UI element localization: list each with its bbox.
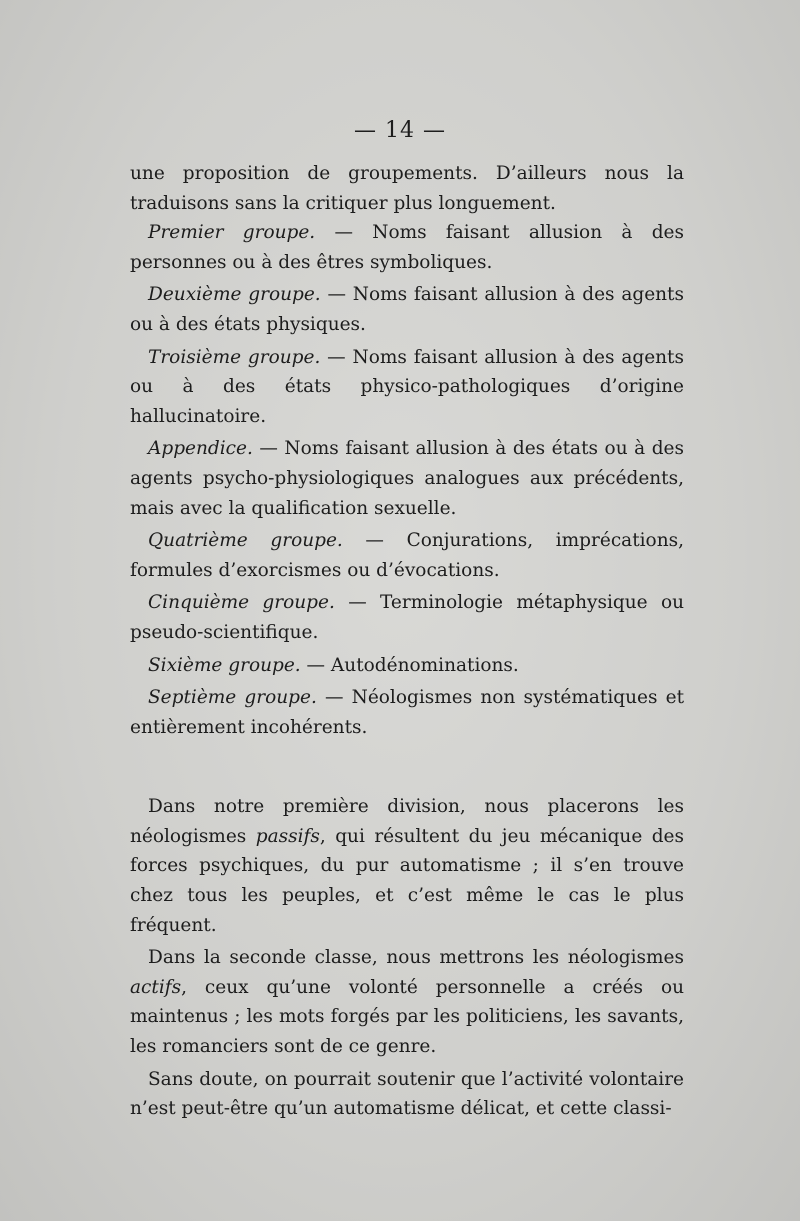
group-text: — Néologismes non systématiques et entièrement incohérents. bbox=[130, 687, 684, 738]
emphasis: passifs bbox=[255, 825, 320, 847]
group-label: Appendice. bbox=[148, 438, 253, 460]
paragraph-text: Dans notre première division, nous placerons les néologismes bbox=[130, 796, 684, 847]
paragraph-passive bbox=[130, 792, 684, 940]
emphasis: actifs bbox=[130, 976, 182, 998]
group-text: — Conjurations, imprécations, formules d’exorcismes ou d’évocations. bbox=[130, 530, 684, 581]
paragraph-active bbox=[130, 943, 684, 1061]
group-item-5 bbox=[130, 588, 684, 647]
group-label: Quatrième groupe. bbox=[148, 530, 343, 552]
group-label: Septième groupe. bbox=[148, 687, 317, 709]
group-text: — Autodénominations. bbox=[300, 654, 519, 676]
group-text: — Noms faisant allusion à des agents ou à des états physiques. bbox=[130, 284, 684, 335]
paragraph-doubt: Sans doute, on pourrait soutenir que l’activité volontaire n’est peut-être qu’un automatisme délicat, et cette classi- bbox=[130, 1068, 684, 1120]
intro-paragraph: une proposition de groupements. D’ailleurs nous la traduisons sans la critiquer plus longuement. bbox=[130, 163, 684, 214]
group-item-appendix bbox=[130, 434, 684, 523]
group-label: Troisième groupe. bbox=[148, 346, 321, 368]
body-text bbox=[130, 159, 684, 1124]
group-text: — Terminologie métaphysique ou pseudo-scientifique. bbox=[130, 592, 685, 643]
paragraph-text: , ceux qu’une volonté personnelle a créés ou maintenus ; les mots forgés par les politiciens, les savants, les romanciers sont de ce genre. bbox=[130, 976, 684, 1058]
group-label: Premier groupe. bbox=[148, 222, 316, 244]
group-text: — Noms faisant allusion à des personnes ou à des êtres symboliques. bbox=[130, 222, 684, 273]
group-label: Deuxième groupe. bbox=[148, 284, 321, 306]
section-gap bbox=[130, 745, 684, 789]
page-number: — 14 — bbox=[354, 118, 446, 143]
group-item-3 bbox=[130, 343, 684, 432]
group-text: — Noms faisant allusion à des agents ou à des états physico-pathologiques d’origine hallucinatoire. bbox=[130, 346, 684, 427]
group-label: Sixième groupe. bbox=[148, 654, 301, 676]
group-item-2 bbox=[130, 280, 684, 339]
paragraph-text: , qui résultent du jeu mécanique des forces psychiques, du pur automatisme ; il s’en trouve chez tous les peuples, et c’est même le cas le plus fréquent. bbox=[130, 825, 684, 936]
paragraph-text: Dans la seconde classe, nous mettrons les néologismes bbox=[148, 947, 684, 969]
group-item-4 bbox=[130, 526, 684, 585]
group-item-1 bbox=[130, 218, 684, 277]
group-text: — Noms faisant allusion à des états ou à des agents psycho-physiologiques analogues aux précédents, mais avec la qualification sexuelle. bbox=[130, 438, 684, 519]
group-item-6 bbox=[130, 651, 684, 681]
group-label: Cinquième groupe. bbox=[148, 592, 335, 614]
group-item-7 bbox=[130, 683, 684, 742]
